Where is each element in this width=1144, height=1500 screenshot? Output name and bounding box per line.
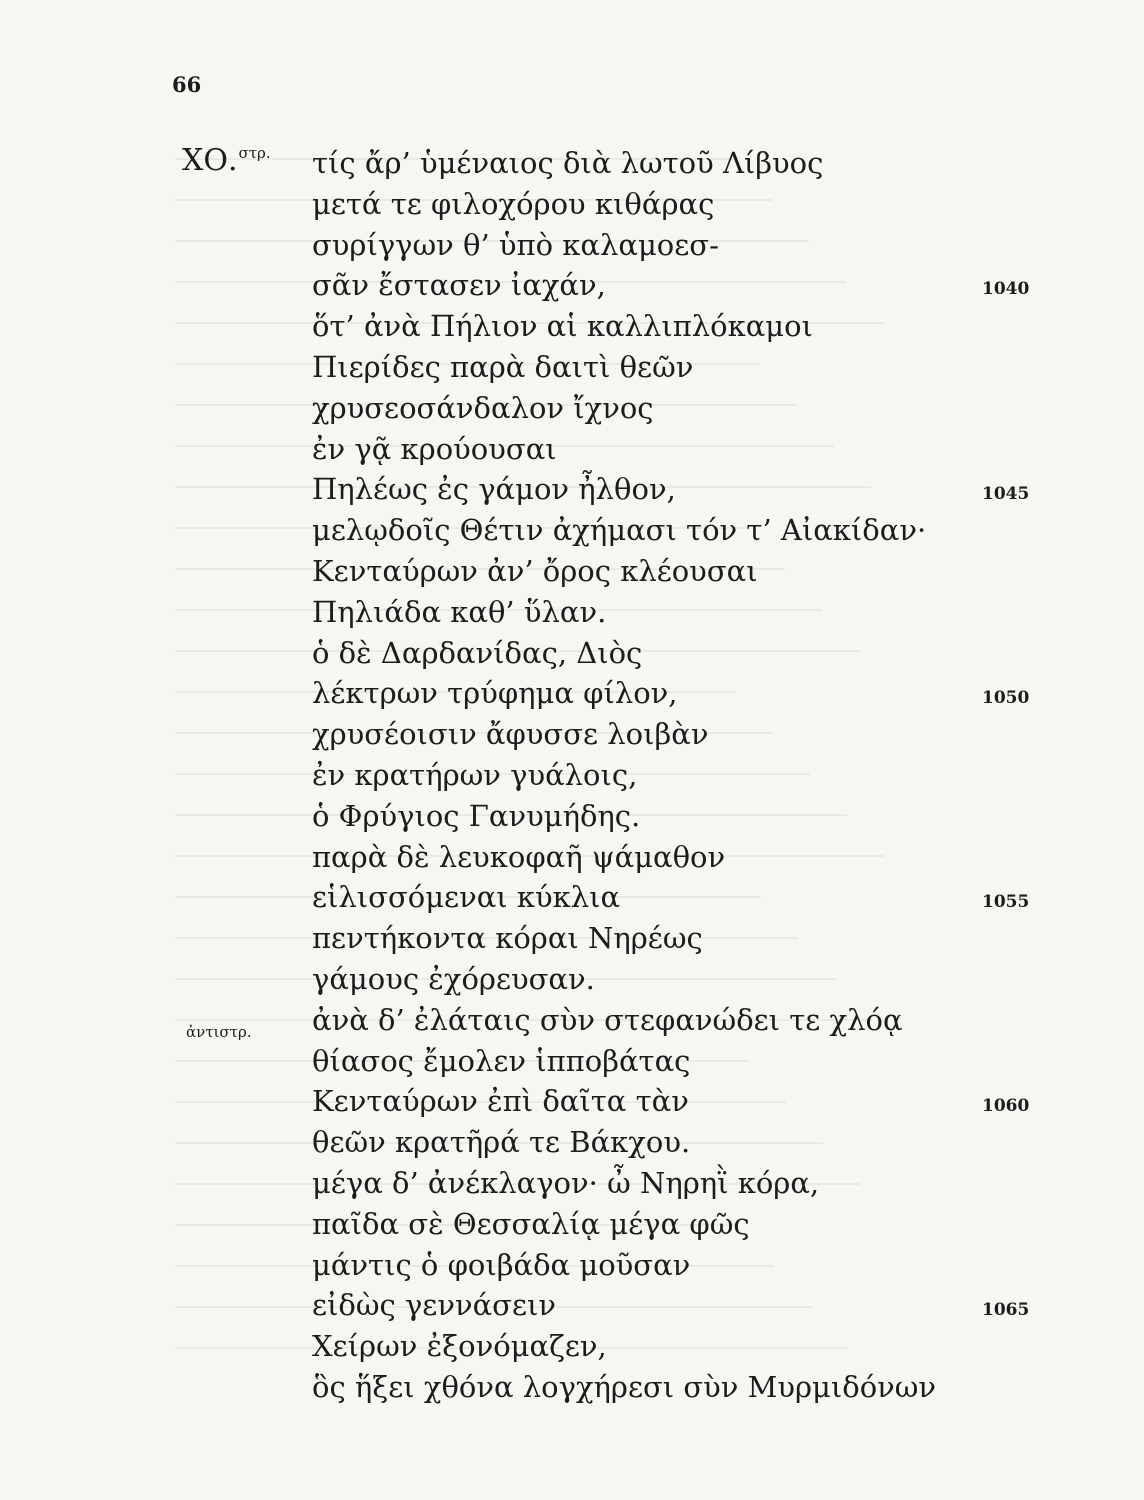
verse-line: Κενταύρων ἀν’ ὄρος κλέουσαι [312, 553, 758, 588]
verse-line: χρυσεοσάνδαλον ἴχνος [312, 390, 654, 425]
verse-line: λέκτρων τρύφημα φίλον, [312, 676, 678, 711]
verse-line: μάντις ὁ φοιβάδα μοῦσαν [312, 1247, 691, 1282]
verse-line: παῖδα σὲ Θεσσαλίᾳ μέγα φῶς [312, 1206, 750, 1241]
verse-line: ὁ δὲ Δαρδανίδας, Διὸς [312, 635, 643, 670]
antistrophe-label: ἀντιστρ. [186, 1023, 252, 1041]
verse-line: θίασος ἔμολεν ἱπποβάτας [312, 1043, 691, 1078]
verse-line: ὃς ἥξει χθόνα λογχήρεσι σὺν Μυρμιδόνων [312, 1369, 937, 1404]
line-number: 1060 [982, 1096, 1030, 1116]
verse-line: γάμους ἐχόρευσαν. [312, 961, 595, 996]
line-number: 1055 [982, 892, 1030, 912]
verse-line: Κενταύρων ἐπὶ δαῖτα τὰν [312, 1084, 689, 1119]
line-number: 1065 [982, 1300, 1030, 1320]
verse-line: χρυσέοισιν ἄφυσσε λοιβὰν [312, 717, 709, 752]
verse-line: μέγα δ’ ἀνέκλαγον· ὦ Νηρηῒ κόρα, [312, 1165, 820, 1200]
verse-line: ὅτ’ ἀνὰ Πήλιον αἱ καλλιπλόκαμοι [312, 309, 813, 344]
verse-line: Πηλιάδα καθ’ ὕλαν. [312, 594, 607, 629]
verse-line: θεῶν κρατῆρά τε Βάκχου. [312, 1125, 691, 1160]
verse-line: Χείρων ἐξονόμαζεν, [312, 1329, 607, 1364]
verse-line: μετά τε φιλοχόρου κιθάρας [312, 186, 715, 221]
verse-line: μελῳδοῖς Θέτιν ἀχήμασι τόν τ’ Αἰακίδαν· [312, 513, 927, 548]
verse-line: Πιερίδες παρὰ δαιτὶ θεῶν [312, 349, 694, 384]
strophe-label: στρ. [238, 144, 271, 162]
verse-line: Πηλέως ἐς γάμον ἦλθον, [312, 472, 676, 507]
line-number: 1050 [982, 688, 1030, 708]
verse-line: τίς ἄρ’ ὑμέναιος διὰ λωτοῦ Λίβυος [312, 146, 824, 180]
verse-line: παρὰ δὲ λευκοφαῆ ψάμαθον [312, 839, 726, 874]
verse-line: πεντήκοντα κόραι Νηρέως [312, 921, 703, 956]
line-number: 1045 [982, 484, 1030, 504]
line-number: 1040 [982, 279, 1030, 299]
verse-line: σᾶν ἔστασεν ἰαχάν, [312, 268, 606, 303]
speaker-label [182, 143, 271, 178]
verse-line: εἰδὼς γεννάσειν [312, 1288, 556, 1323]
verse-line: ἐν κρατήρων γυάλοις, [312, 757, 638, 792]
verse-line: ἐν γᾷ κρούουσαι [312, 431, 557, 466]
verse-line: συρίγγων θ’ ὑπὸ καλαμοεσ- [312, 227, 719, 262]
speaker-name: ΧΟ. [182, 143, 238, 178]
page-number: 66 [172, 72, 202, 97]
verse-line: εἱλισσόμεναι κύκλια [312, 880, 621, 915]
verse-block [312, 143, 1012, 1408]
verse-line: ὁ Φρύγιος Γανυμήδης. [312, 798, 641, 833]
verse-line: ἀνὰ δ’ ἐλάταις σὺν στεφανώδει τε χλόᾳ [312, 1002, 903, 1037]
